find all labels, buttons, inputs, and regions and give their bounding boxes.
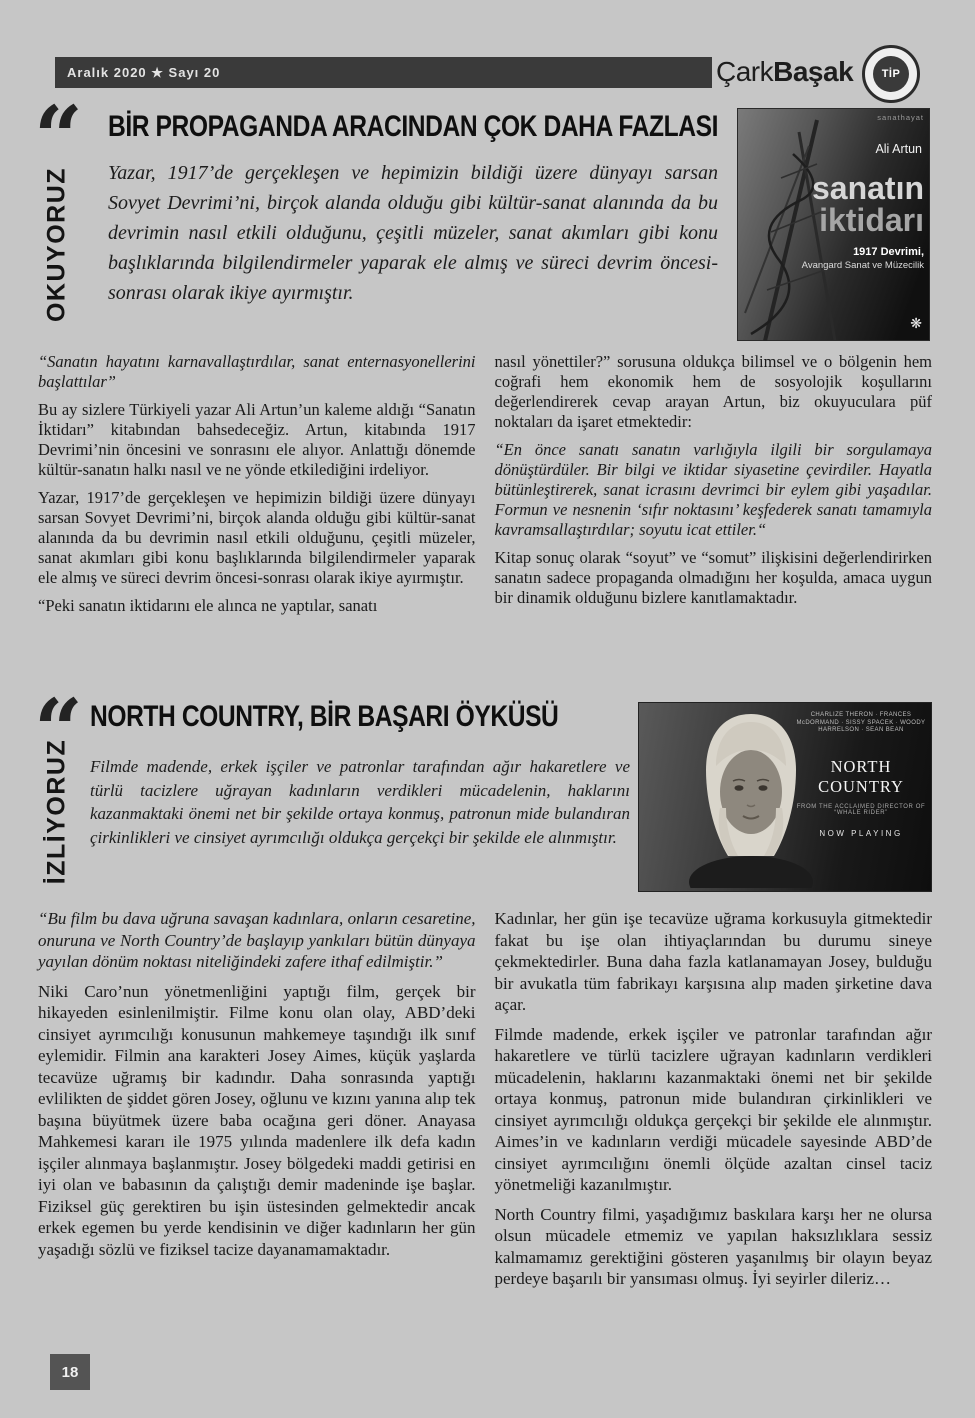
poster-tagline: FROM THE ACCLAIMED DIRECTOR OF “WHALE RIDER” bbox=[796, 803, 926, 816]
watching-intro: Filmde madende, erkek işçiler ve patronlar tarafından ağır hakaretlere ve türlü tacizlere uğrayan kadınların verdikleri mücadelenin, haklarını kazanmaktaki önemi net bir şekilde ortaya konmuş, patronun mide bulandıran çirkinlikleri ve cinsiyet ayrımcılığı oldukça gerçekçi bir şekilde ele alınmıştır. bbox=[90, 757, 630, 847]
reading-article bbox=[0, 88, 975, 675]
page-number: 18 bbox=[50, 1354, 90, 1390]
quote-mark-icon: “ bbox=[34, 88, 77, 188]
watching-title: NORTH COUNTRY, BİR BAŞARI ÖYKÜSÜ bbox=[90, 700, 559, 733]
reading-column-right bbox=[495, 352, 933, 624]
poster-now-playing: NOW PLAYING bbox=[819, 828, 903, 838]
publisher-flower-icon: ❋ bbox=[910, 317, 922, 332]
brand-second-word: Başak bbox=[773, 56, 854, 87]
book-title-line2: iktidarı bbox=[819, 202, 924, 238]
reading-title: BİR PROPAGANDA ARACINDAN ÇOK DAHA FAZLASI bbox=[108, 110, 719, 143]
poster-movie-title: NORTH COUNTRY bbox=[818, 756, 904, 796]
reading-column-left bbox=[38, 352, 476, 624]
reading-body bbox=[38, 352, 932, 624]
book-subtitle-line2: Avangard Sanat ve Müzecilik bbox=[801, 260, 924, 271]
party-logo-text: TİP bbox=[873, 56, 909, 92]
paragraph: “Peki sanatın iktidarını ele alınca ne yaptılar, sanatı bbox=[38, 596, 378, 615]
paragraph: nasıl yönettiler?” sorusuna oldukça bilimsel ve o bölgenin hem coğrafi hem ekonomik hem de sosyolojik koşullarını değerlendirerek cevap arayan Artun, biz okuyuculara püf noktaları da işaret etmektedir: bbox=[494, 352, 932, 431]
paragraph: Niki Caro’nun yönetmenliğini yaptığı film, gerçek bir hikayeden esinlenilmiştir. Filme konu olan olay, ABD’deki cinsiyet ayrımcılığı konusunun mahkemeye taşındığı ilk sınıf eylemidir. Filmin ana karakteri Josey Aimes, küçük yaşlarda tecavüze uğramış bir kadındır. Daha sonrasında yaptığı evlilikten de şiddet gören Josey, oğlunu ve kızını yanına alıp tek başına büyütmek üzere baba ocağına geri döner. Anayasa Mahkemesi kararı ile 1975 yılında madenlere ilk defa kadın işçiler alınmaya başlanmıştır. Josey bölgedeki maddi getirisi en iyi olan ve babasının da çalıştığı demir madeninde işe başlar. Fiziksel güç gerektiren bu işin üstesinden gelmektedir ancak erkek egemen bu yerde kendisinin ve diğer kadınların her gün yaşadığı sözlü ve fiziksel tacize dayanamamaktadır. bbox=[38, 981, 476, 1259]
watching-column-right bbox=[495, 908, 933, 1298]
quote-mark-icon: “ bbox=[34, 681, 77, 781]
movie-poster-image bbox=[638, 702, 932, 892]
reading-rubric-label: OKUYORUZ bbox=[42, 166, 71, 323]
issue-info: Aralık 2020 ★ Sayı 20 bbox=[67, 64, 221, 80]
pull-quote: “Sanatın hayatını karnavallaştırdılar, sanat enternasyonellerini başlattılar” bbox=[38, 352, 476, 391]
paragraph: Filmde madende, erkek işçiler ve patronlar tarafından ağır hakaretlere ve türlü tacizlere uğrayan kadınların verdikleri mücadelenin, haklarını kazanmaktaki önemi net bir şekilde ortaya konmuş, patronun mide bulandıran çirkinlikleri ve cinsiyet ayrımcılığı oldukça gerçekçi bir şekilde ele alınmıştır. Aimes’in ve kadınların verdiği mücadele sayesinde ABD’de cinsiyet ayrımcılığını önemli ölçüde azaltan cinsel taciz yönetmeliği kazanılmıştır. bbox=[494, 1024, 932, 1194]
issue-bar bbox=[55, 57, 712, 88]
paragraph: North Country filmi, yaşadığımız baskılara karşı her ne olursa olsun mücadele etmemiz ve yapılan haksızlıklara sessiz kalmamamız gerektiğini gösteren yaşanılmış bir olayın beyaz perdeye başarılı bir yansıması olmuş. İyi seyirler dileriz… bbox=[494, 1204, 932, 1288]
watching-body bbox=[38, 908, 932, 1298]
brand-first-word: Çark bbox=[716, 56, 774, 87]
book-excerpt-quote: “En önce sanatı sanatın varlığıyla ilgili bir sorgulamaya dönüştürdüler. Bir bilgi ve iktidar siyasetine çevirdiler. Hayatla bütünleştirerek, sanat icrasını devrimci bir eylem gibi yaşadılar. Formun ve nesnenin ‘sıfır noktasını’ keşfederek sanatı tamamıyla kavramsallaştırdılar; soyutu icat ettiler.“ bbox=[494, 440, 932, 539]
watching-rubric-label: İZLİYORUZ bbox=[42, 738, 71, 885]
magazine-logo bbox=[716, 54, 853, 90]
poster-text-block bbox=[796, 712, 926, 838]
reading-intro: Yazar, 1917’de gerçekleşen ve hepimizin bildiği üzere dünyayı sarsan Sovyet Devrimi’ni, birçok alanda olduğu gibi kültür-sanat alanında da bu devrimin nasıl etkili olduğunu, çeşitli müzeler, sanat akımları gibi konu başlıklarında bilgilendirmeler yaparak ele almış ve süreci devrim öncesi-sonrası olarak ikiye ayırmıştır. bbox=[108, 162, 718, 304]
paragraph: Yazar, 1917’de gerçekleşen ve hepimizin bildiği üzere dünyayı sarsan Sovyet Devrimi’ni, birçok alanda olduğu gibi kültür-sanat alanında da bu devrimin nasıl etkili olduğunu, çeşitli müzeler, sanat akımları gibi konu başlıklarında bilgilendirmeler yaparak ele almış ve süreci devrim öncesi-sonrası olarak ikiye ayırmıştır. bbox=[38, 488, 476, 587]
paragraph: Kitap sonuç olarak “soyut” ve “somut” ilişkisini değerlendirirken sanatın sadece propaganda olmadığını her koşulda, amaca uygun bir dinamik olduğunu bizlere kanıtlamaktadır. bbox=[494, 548, 932, 607]
watching-column-left bbox=[38, 908, 476, 1298]
book-series-label: sanathayat bbox=[877, 113, 924, 122]
book-cover-image bbox=[737, 108, 930, 341]
paragraph: Bu ay sizlere Türkiyeli yazar Ali Artun’un kaleme aldığı “Sanatın İktidarı” kitabından bahsedeceğiz. Artun, kitabında 1917 Devrimi’nin öncesini ve sonrasını ele alıyor. Anlattığı dönemde kültür-sanatın halkı nasıl ve ne yönde etkilediğini irdeliyor. bbox=[38, 400, 476, 479]
poster-cast-names: CHARLIZE THERON · FRANCES McDORMAND · SISSY SPACEK · WOODY HARRELSON · SEAN BEAN bbox=[796, 712, 926, 733]
dedication-quote: “Bu film bu dava uğruna savaşan kadınlara, onların cesaretine, onuruna ve North Country’de başlayıp yankıları bütün dünyaya yayılan dönüm noktası niteliğindeki zafere ithaf edilmiştir.” bbox=[38, 909, 476, 971]
book-title-line1: sanatın bbox=[811, 170, 924, 206]
book-author: Ali Artun bbox=[875, 142, 922, 156]
watching-article bbox=[0, 681, 975, 1373]
party-logo bbox=[862, 45, 920, 103]
book-subtitle-line1: 1917 Devrimi, bbox=[853, 246, 924, 258]
paragraph: Kadınlar, her gün işe tecavüze uğrama korkusuyla gitmektedir fakat bu işe olan ihtiyaçlarından bu durumu sineye çekmektedirler. Buna daha fazla katlanamayan Josey, bulduğu bir avukatla tüm fabrikayı karşısına alıp maden şirketine dava açar. bbox=[494, 909, 932, 1014]
